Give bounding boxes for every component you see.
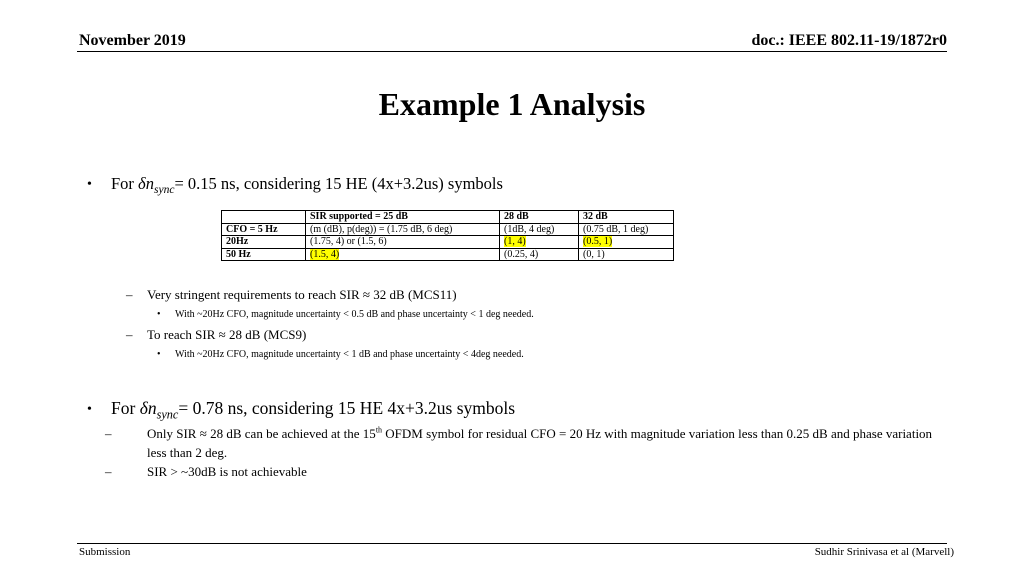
header-doc-id: doc.: IEEE 802.11-19/1872r0 — [751, 32, 947, 49]
table-header-cell — [222, 211, 306, 224]
sync-subscript: sync — [156, 407, 179, 422]
table-cell: (0.25, 4) — [500, 248, 579, 261]
table-cell: (1.75, 4) or (1.5, 6) — [306, 236, 500, 249]
bullet-2-prefix: For — [111, 398, 140, 418]
bullet-marker: • — [157, 309, 161, 320]
detail-bullet — [157, 308, 534, 322]
delta-n-symbol: δn — [138, 174, 154, 193]
dash-marker: – — [126, 287, 133, 302]
table-cell: (0, 1) — [579, 248, 674, 261]
sub-bullet-text: To reach SIR ≈ 28 dB (MCS9) — [147, 327, 307, 342]
delta-n-symbol: δn — [139, 398, 157, 418]
dash-marker: – — [105, 426, 112, 441]
highlighted-value: (0.5, 1) — [583, 236, 613, 247]
table-header-cell: 28 dB — [500, 211, 579, 224]
dash-marker: – — [105, 464, 112, 479]
table-cell: (m (dB), p(deg)) = (1.75 dB, 6 deg) — [306, 223, 500, 236]
table-cell — [500, 236, 579, 249]
row-header-cell: 20Hz — [222, 236, 306, 249]
highlighted-value: (1, 4) — [504, 236, 526, 247]
ordinal-superscript: th — [375, 425, 383, 435]
bullet-marker: • — [87, 177, 92, 192]
detail-text: With ~20Hz CFO, magnitude uncertainty < 1 dB and phase uncertainty < 4deg needed. — [175, 349, 524, 360]
sub-bullet-text: Only SIR ≈ 28 dB can be achieved at the 15 — [147, 426, 376, 441]
sub-bullet-text: SIR > ~30dB is not achievable — [147, 464, 307, 479]
bullet-2 — [87, 397, 515, 425]
sub-bullet-not-achievable — [105, 462, 946, 481]
footer-author: Sudhir Srinivasa et al (Marvell) — [814, 546, 954, 558]
table-row — [222, 223, 674, 236]
sub-bullets-2 — [105, 424, 946, 481]
bullet-marker: • — [87, 402, 92, 417]
table-cell: (0.75 dB, 1 deg) — [579, 223, 674, 236]
sub-bullet-sir-32 — [126, 286, 457, 304]
header-date: November 2019 — [79, 32, 186, 49]
bullet-marker: • — [157, 349, 161, 360]
table-cell — [306, 248, 500, 261]
table-cell: (1dB, 4 deg) — [500, 223, 579, 236]
row-header-cell: 50 Hz — [222, 248, 306, 261]
row-header-cell: CFO = 5 Hz — [222, 223, 306, 236]
detail-bullet — [157, 348, 524, 362]
bullet-1 — [87, 173, 503, 201]
header-divider — [77, 51, 947, 52]
sync-subscript: sync — [153, 184, 175, 197]
slide-title: Example 1 Analysis — [378, 86, 646, 122]
sub-bullet-sir-only-28 — [105, 424, 946, 462]
sub-bullet-text: Very stringent requirements to reach SIR ≈ 32 dB (MCS11) — [147, 287, 457, 302]
bullet-2-text: = 0.78 ns, considering 15 HE 4x+3.2us symbols — [178, 398, 516, 418]
table-header-row — [222, 211, 674, 224]
table-row — [222, 236, 674, 249]
footer-divider — [77, 543, 947, 544]
sub-bullet-sir-28 — [126, 326, 306, 344]
table-header-cell: SIR supported = 25 dB — [306, 211, 500, 224]
table-header-cell: 32 dB — [579, 211, 674, 224]
table-row — [222, 248, 674, 261]
dash-marker: – — [126, 327, 133, 342]
highlighted-value: (1.5, 4) — [310, 248, 340, 260]
sub-bullet-text-cont: OFDM symbol for residual CFO = 20 Hz with magnitude variation less than 0.25 dB and phase variation less than 2 deg. — [147, 426, 933, 460]
table-cell — [579, 236, 674, 249]
sir-table — [221, 210, 674, 261]
detail-text: With ~20Hz CFO, magnitude uncertainty < 0.5 dB and phase uncertainty < 1 deg needed. — [175, 309, 534, 320]
bullet-1-prefix: For — [111, 174, 139, 193]
bullet-1-text: = 0.15 ns, considering 15 HE (4x+3.2us) symbols — [174, 174, 503, 193]
footer-submission: Submission — [79, 546, 131, 558]
